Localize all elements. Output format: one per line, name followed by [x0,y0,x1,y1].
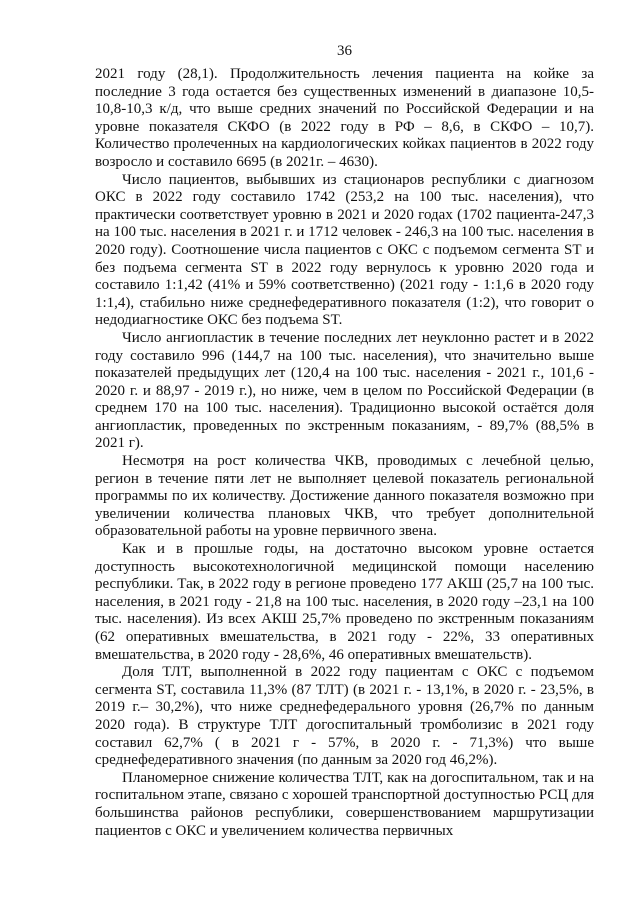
page-number: 36 [337,43,352,59]
paragraph-5: Как и в прошлые годы, на достаточно высоком уровне остается доступность высокотехнологичной медицинской помощи населению республики. Так, в 2022 году в регионе проведено 177 АКШ (25,7 на 100 тыс. населения, в 2021 году - 21,8 на 100 тыс. населения, в 2020 году –23,1 на 100 тыс. населения). Из всех АКШ 25,7% проведено по экстренным показаниям (62 оперативных вмешательства, в 2021 году - 22%, 33 оперативных вмешательства, в 2020 году - 28,6%, 46 оперативных вмешательств). [95,541,594,663]
paragraph-2: Число пациентов, выбывших из стационаров республики с диагнозом ОКС в 2022 году составило 1742 (253,2 на 100 тыс. населения), что практически соответствует уровню в 2021 и 2020 годах (1702 пациента-247,3 на 100 тыс. населения в 2021 г. и 1712 человек - 246,3 на 100 тыс. населения в 2020 году). Соотношение числа пациентов с ОКС с подъемом сегмента ST и без подъема сегмента ST в 2022 году вернулось к уровню 2020 года и составило 1:1,42 (41% и 59% соответственно) (2021 году - 1:1,6 в 2020 году 1:1,4), стабильно ниже среднефедеративного показателя (1:2), что говорит о недодиагностике ОКС без подъема ST. [95,171,594,329]
paragraph-7: Планомерное снижение количества ТЛТ, как на догоспитальном, так и на госпитальном этапе, связано с хорошей транспортной доступностью РСЦ для большинства районов республики, совершенствованием маршрутизации пациентов с ОКС и увеличением количества первичных [95,769,595,839]
paragraph-1: 2021 году (28,1). Продолжительность лечения пациента на койке за последние 3 года остается без существенных изменений в диапазоне 10,5-10,8-10,3 к/д, что выше средних значений по Российской Федерации и на уровне показателя СКФО (в 2022 году в РФ – 8,6, в СКФО – 10,7). Количество пролеченных на кардиологических койках пациентов в 2022 году возросло и составило 6695 (в 2021г. – 4630). [95,66,594,170]
paragraph-3: Число ангиопластик в течение последних лет неуклонно растет и в 2022 году составило 996 (144,7 на 100 тыс. населения), что значительно выше показателей предыдущих лет (120,4 на 100 тыс. населения - 2021 г., 101,6 - 2020 г. и 88,97 - 2019 г.), но ниже, чем в целом по Российской Федерации (в среднем 170 на 100 тыс. населения). Традиционно высокой остаётся доля ангиопластик, проведенных по экстренным показаниям, - 89,7% (88,5% в 2021 г). [95,329,594,452]
paragraph-4: Несмотря на рост количества ЧКВ, проводимых с лечебной целью, регион в течение пяти лет не выполняет целевой показатель региональной программы по их количеству. Достижение данного показателя возможно при увеличении количества плановых ЧКВ, что требует дополнительной образовательной работы на уровне первичного звена. [95,453,594,540]
paragraph-6: Доля ТЛТ, выполненной в 2022 году пациентам с ОКС с подъемом сегмента ST, составила 11,3% (87 ТЛТ) (в 2021 г. - 13,1%, в 2020 г. - 23,5%, в 2019 г.– 30,2%), что ниже среднефедерального уровня (26,7% по данным 2020 года). В структуре ТЛТ догоспитальный тромболизис в 2021 году составил 62,7% ( в 2021 г - 57%, в 2020 г. - 71,3%) что выше среднефедеративного значения (по данным за 2020 год 46,2%). [95,664,594,769]
